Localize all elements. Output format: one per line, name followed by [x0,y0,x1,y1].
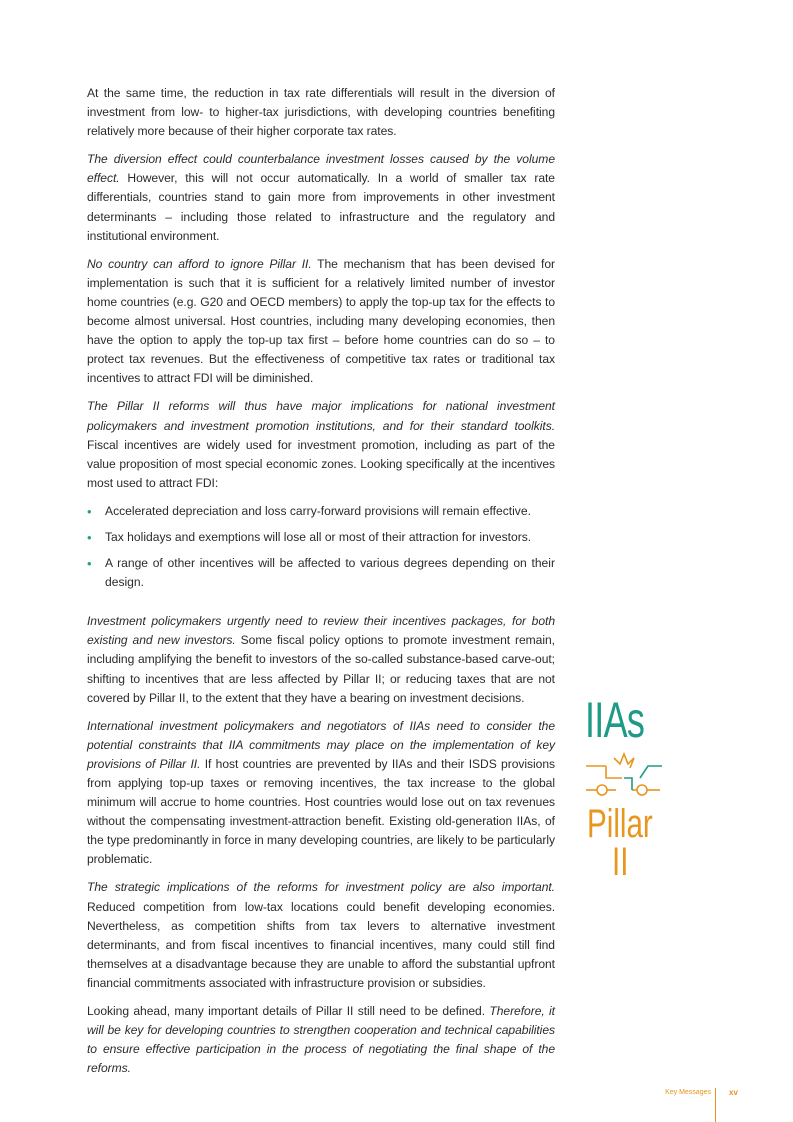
paragraph-iia-constraints: International investment policymakers and negotiators of IIAs need to consider the potential constraints that IIA commitments may place on the implementation of key provisions of Pillar II. If host countries are prevented by IIAs and their ISDS provisions from applying top-up taxes or removing incentives, the tax increase to the global minimum will accrue to home countries. Host countries would lose out on tax revenues without the compensating investment-attraction benefit. Existing old-generation IIAs, of the type predominantly in force in many developing countries, are likely to be particularly problematic. [87,718,555,867]
list-item: • A range of other incentives will be affected to various degrees depending on their design. [87,556,555,590]
list-item: • Accelerated depreciation and loss carry-forward provisions will remain effective. [87,502,555,521]
footer-section-label: Key Messages [665,1089,711,1096]
main-text-column [87,84,555,1087]
pillar-roman-numeral: II [612,840,629,884]
page-number: xv [729,1088,738,1097]
iias-pillar-illustration [582,692,682,892]
paragraph-counterbalance: The diversion effect could counterbalance investment losses caused by the volume effect. However, this will not occur automatically. In a world of smaller tax rate differentials, countries stand to gain more from improvements in other investment determinants – including those related to infrastructure and the regulatory and institutional environment. [87,152,555,243]
paragraph-implications: The Pillar II reforms will thus have major implications for national investment policymakers and investment promotion institutions, and for their standard toolkits. Fiscal incentives are widely used for investment promotion, including as part of the value proposition of most special economic zones. Looking specifically at the incentives most used to attract FDI: [87,399,555,490]
paragraph-looking-ahead: Looking ahead, many important details of Pillar II still need to be defined. Therefore, it will be key for developing countries to strengthen cooperation and technical capabilities to ensure effective participation in the process of negotiating the final shape of the reforms. [87,1004,555,1076]
bullet-dot-icon: • [87,503,92,519]
paragraph-review-incentives: Investment policymakers urgently need to review their incentives packages, for both existing and new investors. Some fiscal policy options to promote investment remain, including amplifying the benefit to investors of the so-called substance-based carve-out; shifting to incentives that are less affected by Pillar II; or reducing taxes that are not covered by Pillar II, to the extent that they have a bearing on investment decisions. [87,614,555,705]
bullet-dot-icon: • [87,529,92,545]
iias-heading: IIAs [585,692,645,748]
footer-divider [715,1088,716,1122]
list-item: • Tax holidays and exemptions will lose all or most of their attraction for investors. [87,528,555,547]
page-footer [620,1084,770,1122]
incentives-bullet-list [87,502,555,592]
pillar-heading: Pillar [587,802,653,846]
paragraph-ignore-pillar: No country can afford to ignore Pillar II. The mechanism that has been devised for implementation is such that it is sufficient for a relatively limited number of investor home countries (e.g. G20 and OECD members) to apply the top-up tax for the effects to become almost universal. Host countries, including many developing economies, then have the option to apply the top-up tax first – before home countries can do so – to protect tax revenues. But the effectiveness of competitive tax rates or traditional tax incentives to attract FDI will be diminished. [87,256,555,386]
connector-icon [584,752,664,802]
bullet-dot-icon: • [87,556,92,572]
paragraph-strategic: The strategic implications of the reforms for investment policy are also important. Reduced competition from low-tax locations could benefit developing economies. Nevertheless, as competition shifts from tax levers to alternative investment determinants, and from fiscal incentives to financial incentives, many could still find themselves at a disadvantage because they are unable to afford the substantial upfront financial commitments associated with infrastructure provision or subsidies. [87,880,555,990]
paragraph-diversion: At the same time, the reduction in tax rate differentials will result in the diversion of investment from low- to higher-tax jurisdictions, with developing countries benefiting relatively more because of their higher corporate tax rates. [87,86,555,139]
